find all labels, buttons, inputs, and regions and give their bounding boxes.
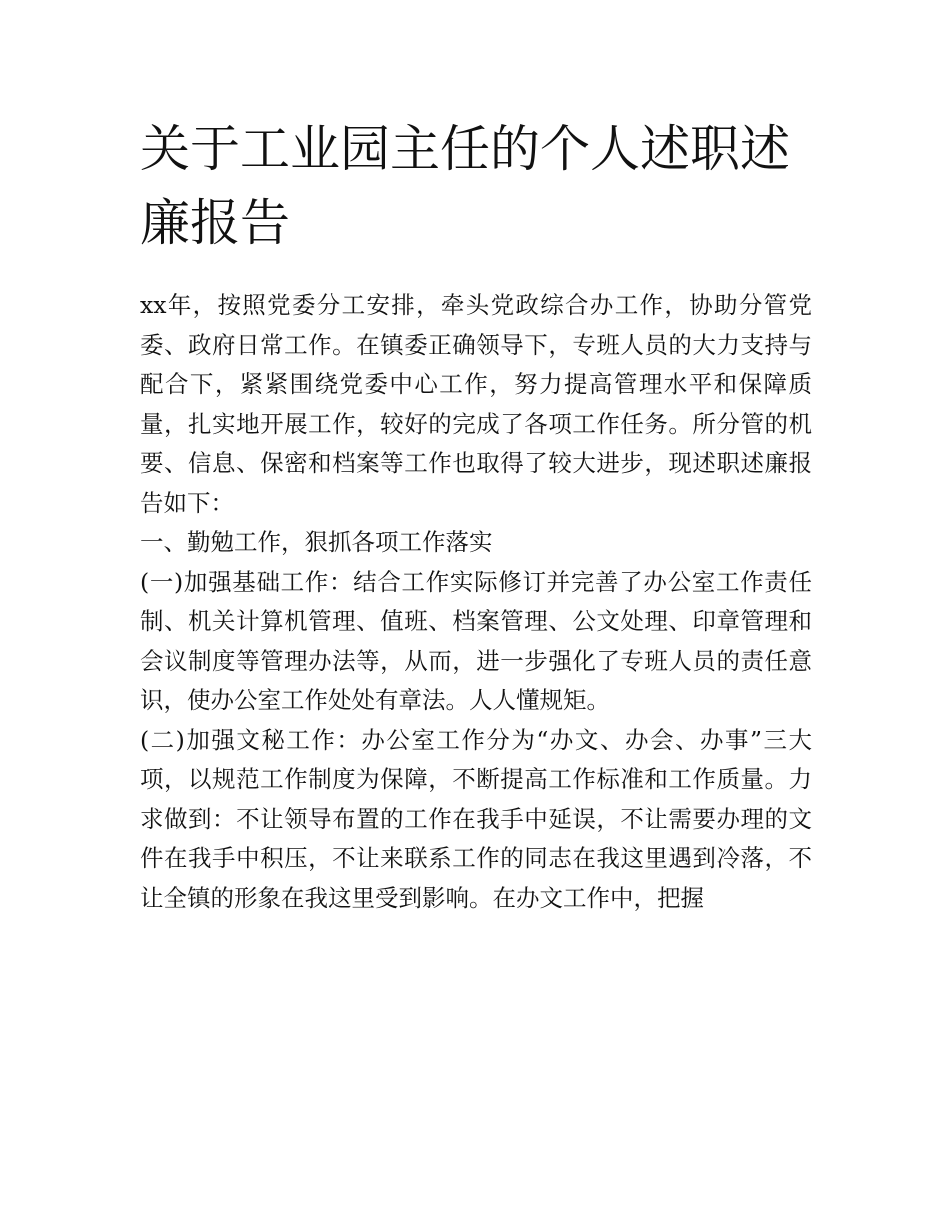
document-body [140, 286, 812, 918]
paragraph-basic-work: (一)加强基础工作：结合工作实际修订并完善了办公室工作责任制、机关计算机管理、值班、档案管理、公文处理、印章管理和会议制度等管理办法等，从而，进一步强化了专班人员的责任意识，使办公室工作处处有章法。人人懂规矩。 [140, 567, 812, 714]
document-page [140, 112, 812, 918]
paragraph-secretarial-work: (二)加强文秘工作：办公室工作分为“办文、办会、办事”三大项，以规范工作制度为保障，不断提高工作标准和工作质量。力求做到：不让领导布置的工作在我手中延误，不让需要办理的文件在我手中积压，不让来联系工作的同志在我这里遇到冷落，不让全镇的形象在我这里受到影响。在办文工作中，把握 [140, 725, 812, 912]
document-title: 关于工业园主任的个人述职述廉报告 [140, 120, 790, 252]
section-heading-1: 一、勤勉工作，狠抓各项工作落实 [140, 528, 493, 556]
paragraph-intro: xx年，按照党委分工安排，牵头党政综合办工作，协助分管党委、政府日常工作。在镇委正确领导下，专班人员的大力支持与配合下，紧紧围绕党委中心工作，努力提高管理水平和保障质量，扎实地开展工作，较好的完成了各项工作任务。所分管的机要、信息、保密和档案等工作也取得了较大进步，现述职述廉报告如下： [140, 291, 812, 517]
